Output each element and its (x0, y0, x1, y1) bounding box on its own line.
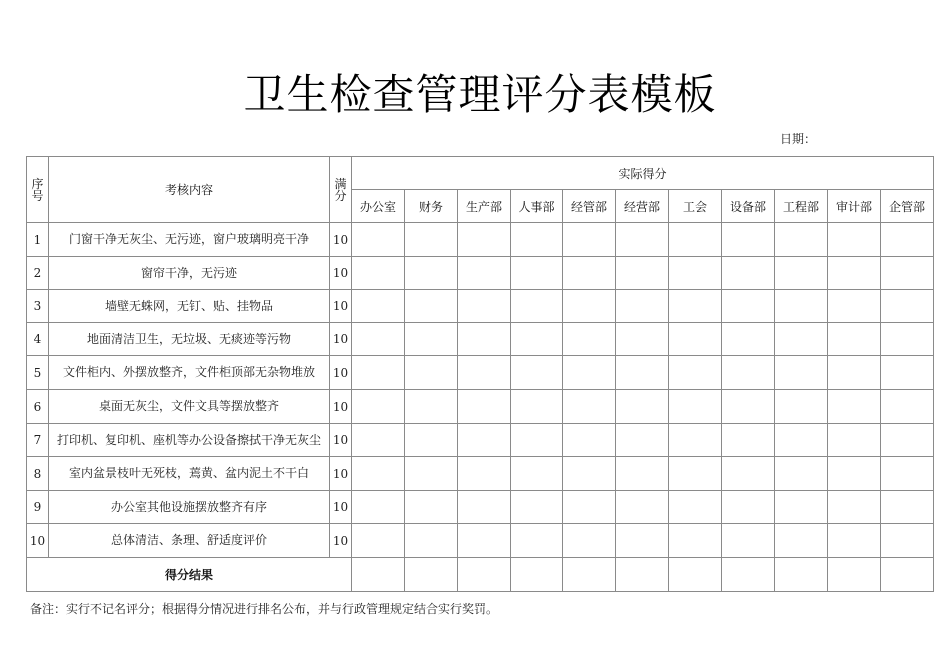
score-cell[interactable] (722, 424, 775, 457)
score-cell[interactable] (405, 223, 458, 257)
score-cell[interactable] (458, 390, 511, 424)
score-cell[interactable] (511, 223, 563, 257)
score-cell[interactable] (775, 457, 828, 491)
score-cell[interactable] (458, 257, 511, 290)
score-cell[interactable] (511, 491, 563, 524)
row-content: 总体清洁、条理、舒适度评价 (49, 524, 330, 558)
row-full-score: 10 (330, 257, 352, 290)
score-cell[interactable] (352, 390, 405, 424)
total-score-cell[interactable] (722, 558, 775, 592)
row-index: 6 (27, 390, 49, 424)
score-cell[interactable] (669, 390, 722, 424)
score-cell[interactable] (775, 424, 828, 457)
score-cell[interactable] (405, 257, 458, 290)
score-cell[interactable] (828, 457, 881, 491)
row-full-score: 10 (330, 491, 352, 524)
score-cell[interactable] (775, 223, 828, 257)
row-index: 8 (27, 457, 49, 491)
score-cell[interactable] (828, 424, 881, 457)
score-cell[interactable] (669, 524, 722, 558)
score-cell[interactable] (458, 491, 511, 524)
total-score-cell[interactable] (563, 558, 616, 592)
score-cell[interactable] (352, 424, 405, 457)
total-score-cell[interactable] (669, 558, 722, 592)
score-cell[interactable] (352, 524, 405, 558)
score-cell[interactable] (616, 290, 669, 323)
score-cell[interactable] (669, 223, 722, 257)
header-content: 考核内容 (49, 157, 330, 223)
score-cell[interactable] (352, 323, 405, 356)
score-cell[interactable] (616, 424, 669, 457)
department-header: 审计部 (828, 190, 881, 223)
score-table (26, 156, 934, 592)
table-row (27, 457, 934, 491)
score-cell[interactable] (828, 323, 881, 356)
score-cell[interactable] (722, 390, 775, 424)
score-cell[interactable] (405, 356, 458, 390)
score-cell[interactable] (511, 424, 563, 457)
score-cell[interactable] (352, 491, 405, 524)
score-cell[interactable] (669, 491, 722, 524)
table-row (27, 223, 934, 257)
score-cell[interactable] (511, 290, 563, 323)
score-cell[interactable] (458, 524, 511, 558)
department-header: 工程部 (775, 190, 828, 223)
score-cell[interactable] (352, 457, 405, 491)
row-full-score: 10 (330, 390, 352, 424)
score-cell[interactable] (405, 491, 458, 524)
total-score-cell[interactable] (405, 558, 458, 592)
score-cell[interactable] (881, 323, 934, 356)
department-header: 经管部 (563, 190, 616, 223)
department-header: 生产部 (458, 190, 511, 223)
score-cell[interactable] (828, 390, 881, 424)
score-cell[interactable] (775, 290, 828, 323)
total-score-cell[interactable] (616, 558, 669, 592)
score-cell[interactable] (563, 524, 616, 558)
score-cell[interactable] (405, 390, 458, 424)
score-cell[interactable] (722, 457, 775, 491)
score-cell[interactable] (881, 457, 934, 491)
date-label: 日期： (780, 132, 817, 146)
score-cell[interactable] (511, 356, 563, 390)
score-cell[interactable] (775, 257, 828, 290)
table-row (27, 290, 934, 323)
score-cell[interactable] (722, 223, 775, 257)
score-cell[interactable] (511, 390, 563, 424)
row-index: 3 (27, 290, 49, 323)
score-cell[interactable] (563, 457, 616, 491)
score-cell[interactable] (828, 257, 881, 290)
row-content: 门窗干净无灰尘、无污迹，窗户玻璃明亮干净 (49, 223, 330, 257)
score-cell[interactable] (405, 524, 458, 558)
score-cell[interactable] (458, 457, 511, 491)
score-cell[interactable] (405, 290, 458, 323)
score-cell[interactable] (352, 290, 405, 323)
score-cell[interactable] (828, 290, 881, 323)
score-cell[interactable] (775, 524, 828, 558)
score-cell[interactable] (616, 457, 669, 491)
department-header: 人事部 (511, 190, 563, 223)
score-cell[interactable] (722, 323, 775, 356)
score-cell[interactable] (722, 524, 775, 558)
header-full-score: 满分 (330, 157, 352, 223)
header-index: 序号 (27, 157, 49, 223)
score-cell[interactable] (563, 223, 616, 257)
row-index: 1 (27, 223, 49, 257)
footnote: 备注：实行不记名评分；根据得分情况进行排名公布，并与行政管理规定结合实行奖罚。 (30, 602, 499, 616)
table-row (27, 424, 934, 457)
row-full-score: 10 (330, 290, 352, 323)
row-content: 打印机、复印机、座机等办公设备擦拭干净无灰尘 (49, 424, 330, 457)
table-row (27, 491, 934, 524)
score-cell[interactable] (775, 356, 828, 390)
row-content: 文件柜内、外摆放整齐，文件柜顶部无杂物堆放 (49, 356, 330, 390)
score-cell[interactable] (722, 356, 775, 390)
score-cell[interactable] (669, 424, 722, 457)
score-cell[interactable] (828, 223, 881, 257)
score-cell[interactable] (511, 524, 563, 558)
department-header: 工会 (669, 190, 722, 223)
score-cell[interactable] (881, 491, 934, 524)
score-cell[interactable] (881, 424, 934, 457)
score-cell[interactable] (563, 356, 616, 390)
score-cell[interactable] (511, 257, 563, 290)
total-score-cell[interactable] (458, 558, 511, 592)
score-cell[interactable] (669, 290, 722, 323)
department-header: 财务 (405, 190, 458, 223)
score-cell[interactable] (616, 356, 669, 390)
score-cell[interactable] (616, 223, 669, 257)
row-content: 桌面无灰尘，文件文具等摆放整齐 (49, 390, 330, 424)
score-cell[interactable] (511, 457, 563, 491)
score-cell[interactable] (352, 356, 405, 390)
row-index: 5 (27, 356, 49, 390)
score-cell[interactable] (405, 424, 458, 457)
score-cell[interactable] (616, 323, 669, 356)
score-cell[interactable] (563, 390, 616, 424)
total-row (27, 558, 934, 592)
total-score-cell[interactable] (352, 558, 405, 592)
total-score-cell[interactable] (775, 558, 828, 592)
score-cell[interactable] (722, 491, 775, 524)
table-row (27, 323, 934, 356)
total-score-cell[interactable] (828, 558, 881, 592)
score-cell[interactable] (458, 223, 511, 257)
score-cell[interactable] (828, 491, 881, 524)
department-header: 设备部 (722, 190, 775, 223)
score-cell[interactable] (511, 323, 563, 356)
score-cell[interactable] (405, 457, 458, 491)
total-label: 得分结果 (27, 558, 352, 592)
row-full-score: 10 (330, 457, 352, 491)
score-cell[interactable] (722, 257, 775, 290)
row-index: 2 (27, 257, 49, 290)
score-cell[interactable] (881, 390, 934, 424)
row-content: 室内盆景枝叶无死枝，蔫黄、盆内泥土不干白 (49, 457, 330, 491)
row-full-score: 10 (330, 524, 352, 558)
table-row (27, 257, 934, 290)
score-cell[interactable] (669, 257, 722, 290)
row-full-score: 10 (330, 356, 352, 390)
score-cell[interactable] (828, 356, 881, 390)
score-cell[interactable] (669, 356, 722, 390)
score-cell[interactable] (458, 424, 511, 457)
score-cell[interactable] (563, 257, 616, 290)
table-row (27, 390, 934, 424)
row-full-score: 10 (330, 424, 352, 457)
row-index: 10 (27, 524, 49, 558)
total-score-cell[interactable] (881, 558, 934, 592)
score-cell[interactable] (563, 491, 616, 524)
score-cell[interactable] (563, 424, 616, 457)
table-row (27, 524, 934, 558)
row-content: 办公室其他设施摆放整齐有序 (49, 491, 330, 524)
score-cell[interactable] (881, 257, 934, 290)
score-cell[interactable] (616, 257, 669, 290)
score-cell[interactable] (352, 223, 405, 257)
row-content: 墙壁无蛛网，无钉、贴、挂物品 (49, 290, 330, 323)
row-full-score: 10 (330, 223, 352, 257)
score-cell[interactable] (352, 257, 405, 290)
score-cell[interactable] (669, 323, 722, 356)
score-cell[interactable] (881, 223, 934, 257)
table-row (27, 356, 934, 390)
row-index: 4 (27, 323, 49, 356)
score-cell[interactable] (458, 323, 511, 356)
score-cell[interactable] (828, 524, 881, 558)
score-cell[interactable] (775, 323, 828, 356)
score-cell[interactable] (616, 524, 669, 558)
department-header: 经营部 (616, 190, 669, 223)
row-content: 地面清洁卫生，无垃圾、无痰迹等污物 (49, 323, 330, 356)
total-score-cell[interactable] (511, 558, 563, 592)
score-cell[interactable] (775, 390, 828, 424)
row-index: 9 (27, 491, 49, 524)
department-header: 企管部 (881, 190, 934, 223)
score-cell[interactable] (722, 290, 775, 323)
score-cell[interactable] (563, 323, 616, 356)
row-index: 7 (27, 424, 49, 457)
row-content: 窗帘干净，无污迹 (49, 257, 330, 290)
page-title: 卫生检查管理评分表模板 (243, 70, 717, 119)
department-header: 办公室 (352, 190, 405, 223)
score-cell[interactable] (458, 290, 511, 323)
score-cell[interactable] (881, 524, 934, 558)
score-cell[interactable] (563, 290, 616, 323)
score-cell[interactable] (775, 491, 828, 524)
score-cell[interactable] (881, 356, 934, 390)
row-full-score: 10 (330, 323, 352, 356)
score-cell[interactable] (616, 390, 669, 424)
score-cell[interactable] (458, 356, 511, 390)
header-actual-score: 实际得分 (352, 157, 934, 190)
score-cell[interactable] (881, 290, 934, 323)
score-cell[interactable] (405, 323, 458, 356)
score-cell[interactable] (669, 457, 722, 491)
score-cell[interactable] (616, 491, 669, 524)
header-row-1 (27, 157, 934, 190)
